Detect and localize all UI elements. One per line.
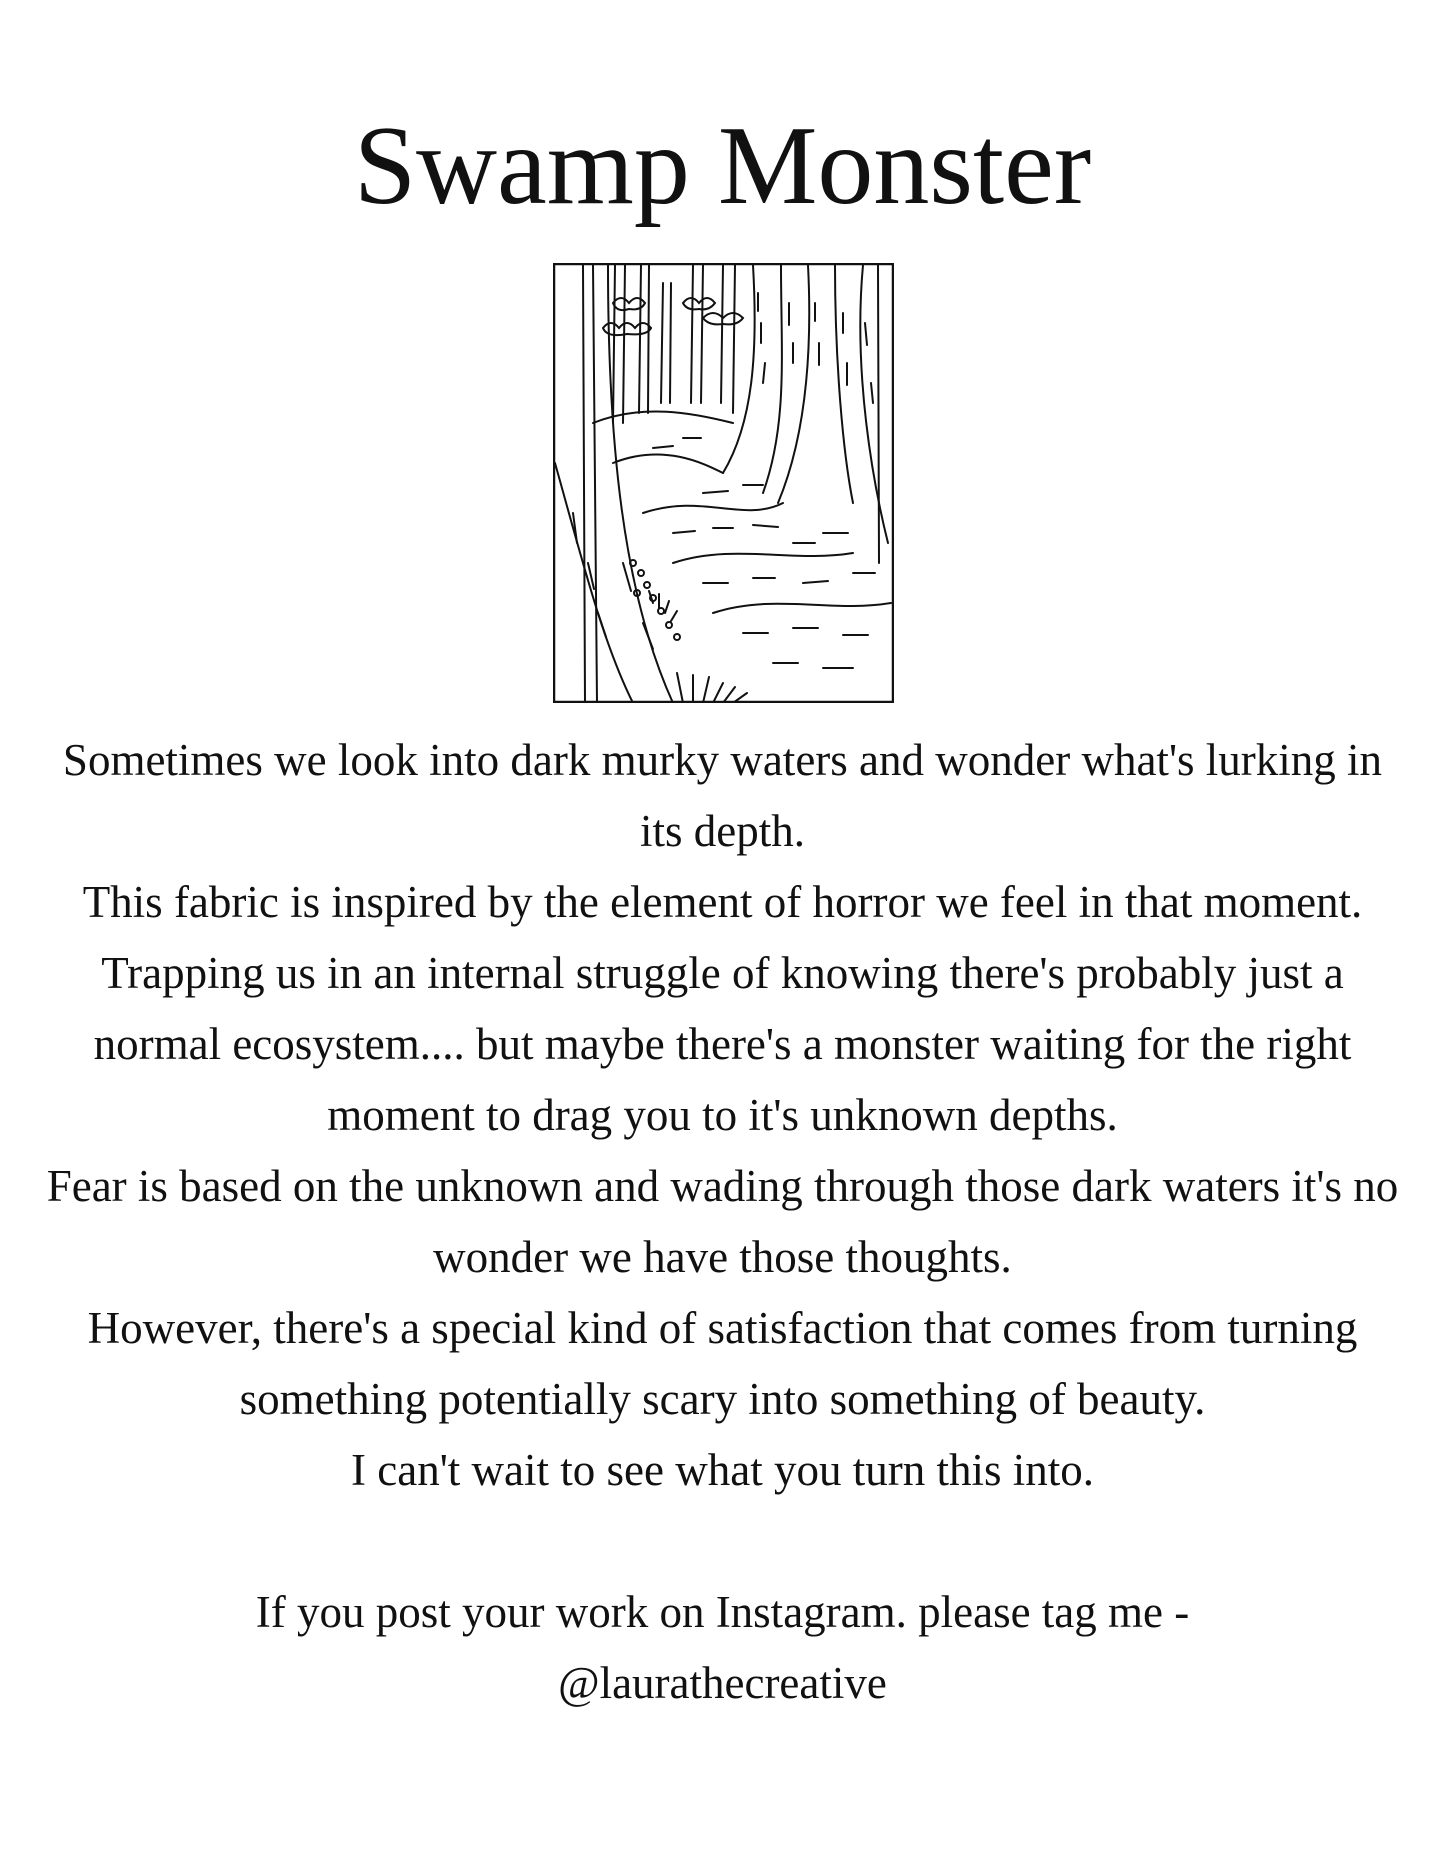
paragraph: This fabric is inspired by the element of horror we feel in that moment.	[82, 877, 1363, 927]
instagram-handle: @laurathecreative	[558, 1658, 887, 1708]
paragraph: However, there's a special kind of satisfaction that comes from turning something potentially scary into something of beauty.	[87, 1303, 1358, 1424]
description	[40, 725, 1405, 1719]
page-title: Swamp Monster	[353, 104, 1092, 228]
paragraph: I can't wait to see what you turn this into.	[351, 1445, 1094, 1495]
swamp-forest-illustration-icon	[553, 263, 894, 703]
spacer	[40, 1506, 1405, 1577]
paragraph: Sometimes we look into dark murky waters and wonder what's lurking in its depth.	[62, 735, 1383, 856]
paragraph: Fear is based on the unknown and wading through those dark waters it's no wonder we have those thoughts.	[46, 1161, 1399, 1282]
instagram-note: If you post your work on Instagram. please tag me -	[255, 1587, 1190, 1637]
paragraph: Trapping us in an internal struggle of knowing there's probably just a normal ecosystem.... but maybe there's a monster waiting for the right moment to drag you to it's unknown depths.	[93, 948, 1352, 1140]
